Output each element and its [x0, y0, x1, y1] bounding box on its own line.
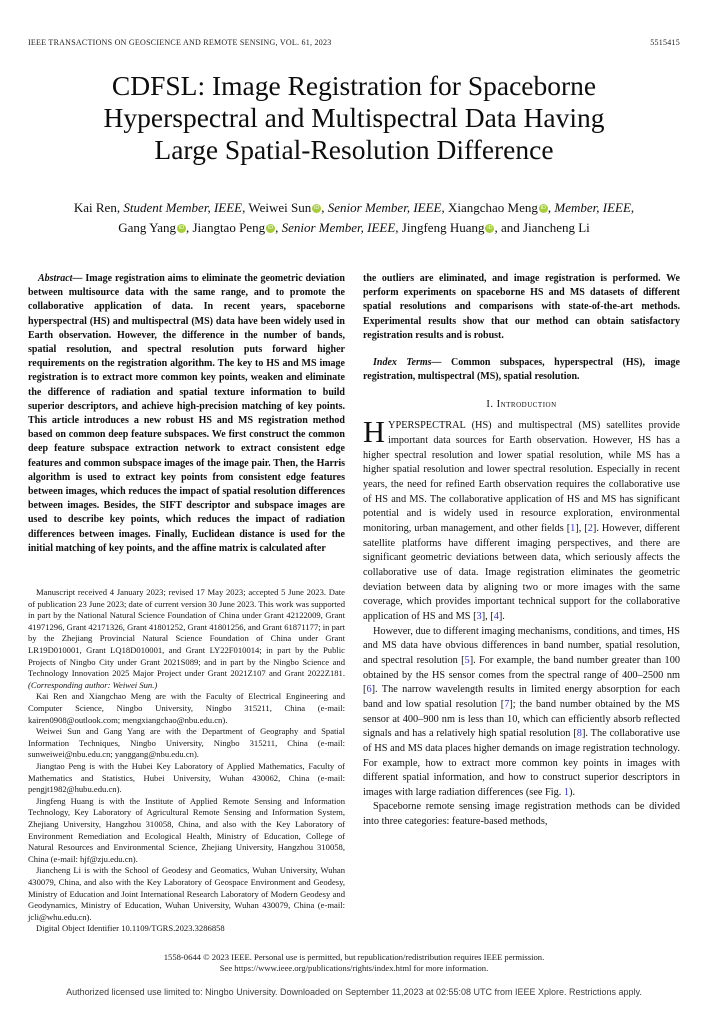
copyright-footer	[0, 952, 708, 974]
text-segment: Student Member, IEEE	[123, 200, 243, 215]
text-segment: , Weiwei Sun	[242, 200, 312, 215]
text-segment: the outliers are eliminated, and image registration is performed. We perform experiments on spaceborne HS and MS datasets of different spatial resolutions and comparisons with state-of-the-art methods. Experimental results show that our method can obtain satisfactory registration results and is robust.	[363, 273, 680, 341]
article-number: 5515415	[650, 38, 680, 47]
text-segment: ,	[321, 200, 328, 215]
text-segment: Spaceborne remote sensing image registration methods can be divided into three categories: feature-based methods,	[363, 801, 680, 828]
text-segment: ]. The narrow wavelength results in limited energy absorption for each band and low spatial resolution [	[363, 684, 680, 710]
download-watermark: Authorized licensed use limited to: Ningbo University. Downloaded on September 11,2023 at 02:55:08 UTC from IEEE Xplore. Restrictions apply.	[66, 987, 642, 997]
two-column-body	[28, 272, 680, 935]
left-column	[28, 272, 345, 935]
section-heading-introduction: I. Introduction	[486, 399, 557, 411]
text-segment: ).	[569, 786, 576, 798]
text-segment: Jiangtao Peng is with the Hubei Key Laboratory of Applied Mathematics, Faculty of Mathematics and Statistics, Hubei University, Wuhan 430062, China (e-mail: pengjt1982@hubu.edu.cn).	[28, 760, 345, 795]
text-segment: Manuscript received 4 January 2023; revised 17 May 2023; accepted 5 June 2023. Date of publication 23 June 2023; date of current version 30 June 2023. This work was supported in part by the National Natural Science Foundation of China under Grant 42122009, Grant 41971296, Grant 42171326, Grant 41801252, Grant 41801256, and Grant 61871177; in part by the Zhejiang Provincial Natural Science Foundation of China under Grant LR19D010001, Grant LQ18D010001, and Grant LY22F010014; in part by the Public Projects of Ningbo City under Grant 2021S089; and in part by the Ningbo Science and Technology Innovation 2025 Major Project under Grant 2021Z107 and Grant 2022Z181.	[28, 587, 345, 679]
citation-link[interactable]: 8	[576, 728, 582, 740]
text-segment: ], [	[481, 610, 494, 622]
orcid-icon[interactable]: iD	[540, 205, 546, 211]
text-segment: ]. However, different satellite platforms have different imaging perspectives, and there are significant geometric deviations between data, which seriously affects the collaborative use of data. Image registration eliminates the geometric deviation between data by aligning two or more images with the same coverage, which provides important technical support for the collaborative application of HS and MS [	[363, 523, 681, 622]
text-segment: Abstract—	[38, 273, 83, 284]
citation-link[interactable]: 1	[563, 786, 570, 798]
paper-title	[20, 70, 688, 166]
text-segment: Gang Yang	[118, 219, 176, 235]
citation-link[interactable]: 4	[493, 610, 499, 622]
drop-cap: H	[363, 415, 386, 450]
footnote-manuscript-history	[28, 587, 345, 691]
author-line-2	[30, 218, 678, 238]
orcid-icon[interactable]: iD	[314, 205, 320, 211]
text-segment: Jingfeng Huang is with the Institute of Applied Remote Sensing and Information Technology, Key Laboratory of Agricultural Remote Sensing and Information System, Zhejiang University, Hangzhou 310058, China, and also with the Key Laboratory of Environment Remediation and Ecological Health, Ministry of Education, College of Natural Resources and Environmental Science, Zhejiang University, Hangzhou 310058, China (e-mail: hjf@zju.edu.cn).	[28, 795, 345, 864]
text-segment: ]; the band number obtained by the MS sensor at 400–900 nm is less than 10, which can efficiently absorb reflected signals and has a relatively high spatial resolution [	[363, 698, 680, 740]
text-segment: ].	[498, 610, 505, 622]
citation-link[interactable]: 5	[464, 654, 470, 666]
introduction-section	[363, 415, 681, 829]
title-line-1: CDFSL: Image Registration for Spaceborne	[111, 70, 597, 101]
rights-url-line: See https://www.ieee.org/publications/rights/index.html for more information.	[219, 963, 489, 973]
text-segment: Common subspaces, hyperspectral (HS), image registration, multispectral (MS), spatial resolution.	[363, 357, 680, 383]
text-segment: ,	[547, 200, 555, 215]
author-list	[30, 198, 678, 237]
text-segment: , Jiangtao Peng	[186, 219, 266, 235]
right-column	[363, 272, 680, 935]
text-segment: ]. For example, the band number greater than 100 obtained by the HS sensor comes from the spectral range of 400–2500 nm [	[363, 654, 680, 696]
text-segment: YPERSPECTRAL (HS) and multispectral (MS) satellites provide important data sources for Earth observation. However, HS has a higher spectral resolution and lower spatial resolution, while MS has a higher spatial resolution and lower spectral resolution. Especially in recent years, the need for refined Earth observation requires the collaborative use of HS and MS. The collaborative application of HS and MS has significant potential and is widely used in resource exploration, environmental monitoring, urban management, and other fields [	[363, 420, 680, 535]
text-segment: However, due to different imaging mechanisms, conditions, and times, HS and MS data have obvious differences in band number, spatial resolution, and spectral resolution [	[363, 625, 680, 666]
orcid-icon[interactable]: iD	[487, 224, 493, 231]
doi-line	[28, 923, 345, 935]
title-line-3: Large Spatial-Resolution Difference	[154, 134, 554, 165]
orcid-icon[interactable]: iD	[178, 224, 185, 231]
text-segment: Digital Object Identifier 10.1109/TGRS.2023.3286858	[36, 923, 225, 934]
text-segment: Senior Member, IEEE	[281, 219, 396, 235]
author-line-1	[30, 198, 678, 218]
footnote-affiliation-li	[28, 865, 345, 923]
running-header	[28, 38, 680, 47]
citation-link[interactable]: 1	[570, 523, 576, 535]
intro-paragraph-3	[363, 800, 680, 829]
citation-link[interactable]: 6	[366, 684, 372, 696]
text-segment: ,	[630, 200, 635, 215]
text-segment: Kai Ren,	[73, 200, 124, 215]
text-segment: Senior Member, IEEE	[327, 200, 442, 215]
footnote-affiliation-huang	[28, 796, 345, 866]
footnote-affiliation-ren-meng	[28, 691, 345, 726]
text-segment: Member, IEEE	[554, 200, 631, 215]
title-line-2: Hyperspectral and Multispectral Data Having	[103, 102, 605, 133]
footnote-block	[28, 587, 345, 935]
text-segment: Jiancheng Li is with the School of Geodesy and Geomatics, Wuhan University, Wuhan 430079, China, and also with the Key Laboratory of Geospace Environment and Geodesy, Ministry of Education and Joint International Research Laboratory of Modern Geodesy and Geodynamics, Ministry of Education, Wuhan University, Wuhan 430079, China (e-mail: jcli@whu.edu.cn).	[28, 865, 345, 922]
text-segment: ]. The collaborative use of HS and MS data places higher demands on image registration technology. For example, how to extract more common key points in images with different spatial information, and how to construct superior descriptors in images with large radiation differences (see Fig.	[363, 728, 680, 798]
orcid-icon[interactable]: iD	[267, 224, 274, 231]
footnote-affiliation-peng	[28, 761, 345, 796]
text-segment: (Corresponding author: Weiwei Sun.)	[28, 679, 158, 690]
citation-link[interactable]: 7	[504, 698, 510, 710]
text-segment: Index Terms—	[373, 357, 442, 369]
citation-link[interactable]: 2	[587, 523, 593, 535]
text-segment: , and Jiancheng Li	[494, 219, 590, 235]
journal-name: IEEE TRANSACTIONS ON GEOSCIENCE AND REMOTE SENSING, VOL. 61, 2023	[28, 38, 332, 47]
text-segment: ], [	[575, 523, 588, 535]
footnote-affiliation-sun-yang	[28, 726, 345, 761]
text-segment: Kai Ren and Xiangchao Meng are with the Faculty of Electrical Engineering and Computer Science, Ningbo University, Ningbo 315211, China (e-mail: kairen0908@outlook.com; mengxiangchao@nbu.edu.cn).	[28, 691, 345, 725]
text-segment: Weiwei Sun and Gang Yang are with the Department of Geography and Spatial Information Techniques, Ningbo University, Ningbo 315211, China (e-mail: sunweiwei@nbu.edu.cn; yanggang@nbu.edu.cn).	[28, 726, 345, 760]
text-segment: Image registration aims to eliminate the geometric deviation between multisource data with the same range, and to promote the collaborative application of data. In recent years, spaceborne hyperspectral (HS) and multispectral (MS) data have been widely used in Earth observation. However, the difference in the number of bands, spatial resolution, and spectral resolution puts forward higher requirements on the registration algorithm. The key to HS and MS image registration is to extract more common key points, weaken and eliminate the difference of radiation and spatial texture information to build superior descriptors, and achieve high-precision matching of key points. This article introduces a new robust HS and MS registration method based on common deep feature subspaces. We first construct the common deep feature subspace extraction network to extract consistent edge features and common subspace images of the image pair. Then, the Harris algorithm is used to extract key points from consistent edge features between images, which reduces the impact of spatial resolution differences between images. Besides, the SIFT descriptor and subspace images are used to describe key points, which reduces the impact of radiation differences between images. Finally, Euclidean distance is used for the initial matching of key points, and the affine matrix is calculated after	[28, 273, 345, 554]
copyright-line: 1558-0644 © 2023 IEEE. Personal use is permitted, but republication/redistribution requires IEEE permission.	[163, 952, 545, 962]
abstract-paragraph	[28, 272, 345, 556]
abstract-continuation	[363, 272, 680, 343]
text-segment: , Jingfeng Huang	[395, 219, 485, 235]
intro-paragraph-1	[363, 415, 681, 624]
intro-paragraph-2	[363, 625, 680, 801]
index-terms	[363, 356, 680, 384]
text-segment: ,	[275, 219, 282, 235]
text-segment: , Xiangchao Meng	[441, 200, 538, 215]
citation-link[interactable]: 3	[476, 610, 482, 622]
